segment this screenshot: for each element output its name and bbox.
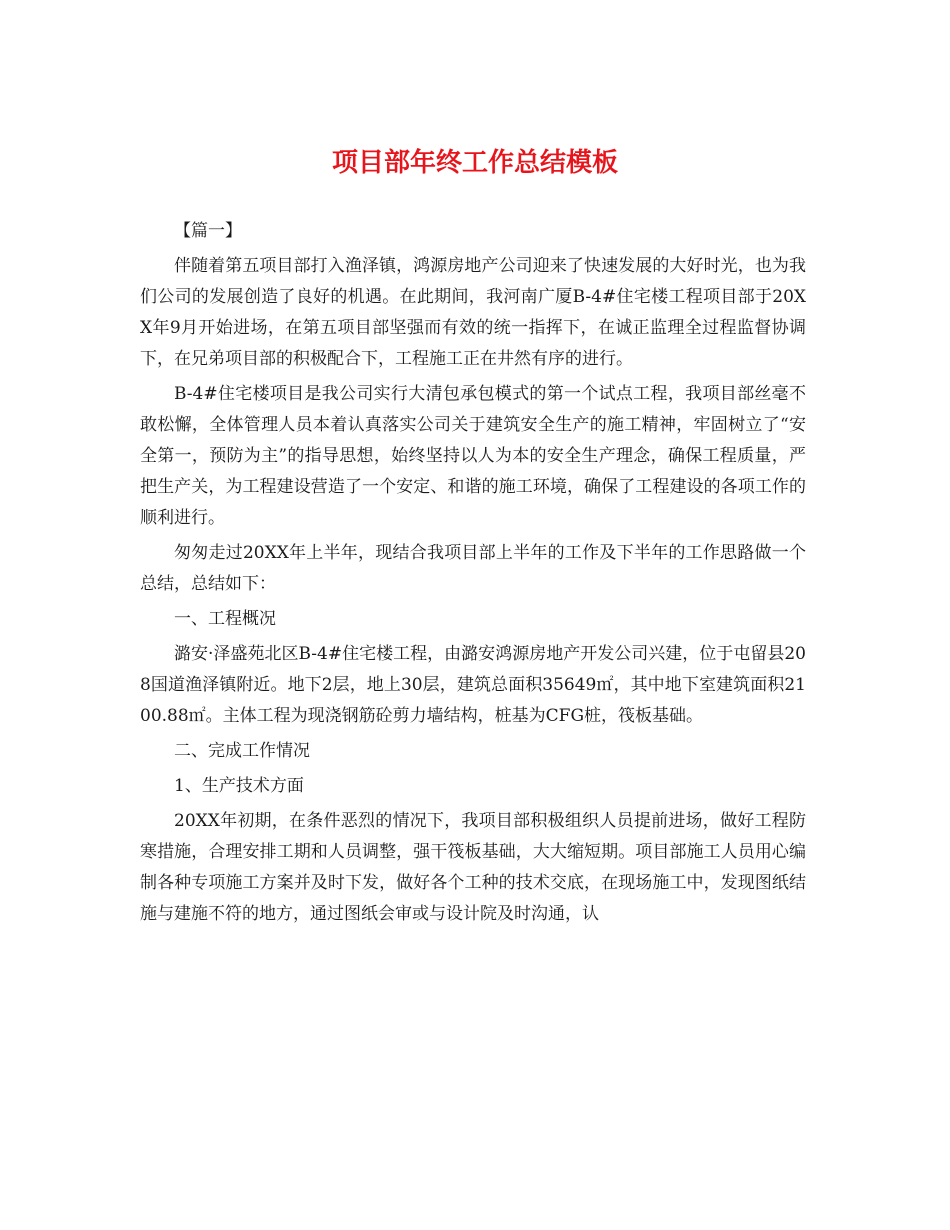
paragraph-project-overview: 潞安·泽盛苑北区B-4#住宅楼工程，由潞安鸿源房地产开发公司兴建，位于屯留县208国道渔泽镇附近。地下2层，地上30层，建筑总面积35649㎡，其中地下室建筑面积2100.88㎡。主体工程为现浇钢筋砼剪力墙结构，桩基为CFG桩，筏板基础。: [140, 644, 806, 726]
paragraph-pilot-project: B-4#住宅楼项目是我公司实行大清包承包模式的第一个试点工程，我项目部丝毫不敢松懈，全体管理人员本着认真落实公司关于建筑安全生产的施工精神，牢固树立了“安全第一，预防为主”的指导思想，始终坚持以人为本的安全生产理念，确保工程质量，严把生产关，为工程建设营造了一个安定、和谐的施工环境，确保了工程建设的各项工作的顺利进行。: [140, 384, 806, 528]
document-body: [140, 216, 806, 930]
document-title: 项目部年终工作总结模板: [331, 148, 618, 178]
paragraph-intro: 伴随着第五项目部打入渔泽镇，鸿源房地产公司迎来了快速发展的大好时光，也为我们公司的发展创造了良好的机遇。在此期间，我河南广厦B-4#住宅楼工程项目部于20XX年9月开始进场，在第五项目部坚强而有效的统一指挥下，在诚正监理全过程监督协调下，在兄弟项目部的积极配合下，工程施工正在井然有序的进行。: [140, 256, 806, 369]
heading-project-overview: 一、工程概况: [174, 609, 276, 629]
heading-completed-work: 二、完成工作情况: [174, 741, 310, 761]
section-label-pian-yi: 【篇一】: [174, 221, 242, 241]
paragraph-production-technology: 20XX年初期，在条件恶烈的情况下，我项目部积极组织人员提前进场，做好工程防寒措施，合理安排工期和人员调整，强干筏板基础，大大缩短期。项目部施工人员用心编制各种专项施工方案并及时下发，做好各个工种的技术交底，在现场施工中，发现图纸结施与建施不符的地方，通过图纸会审或与设计院及时沟通，认: [140, 811, 806, 924]
heading-production-technology: 1、生产技术方面: [174, 776, 304, 796]
paragraph-summary-lead: 匆匆走过20XX年上半年，现结合我项目部上半年的工作及下半年的工作思路做一个总结，总结如下：: [140, 543, 806, 594]
